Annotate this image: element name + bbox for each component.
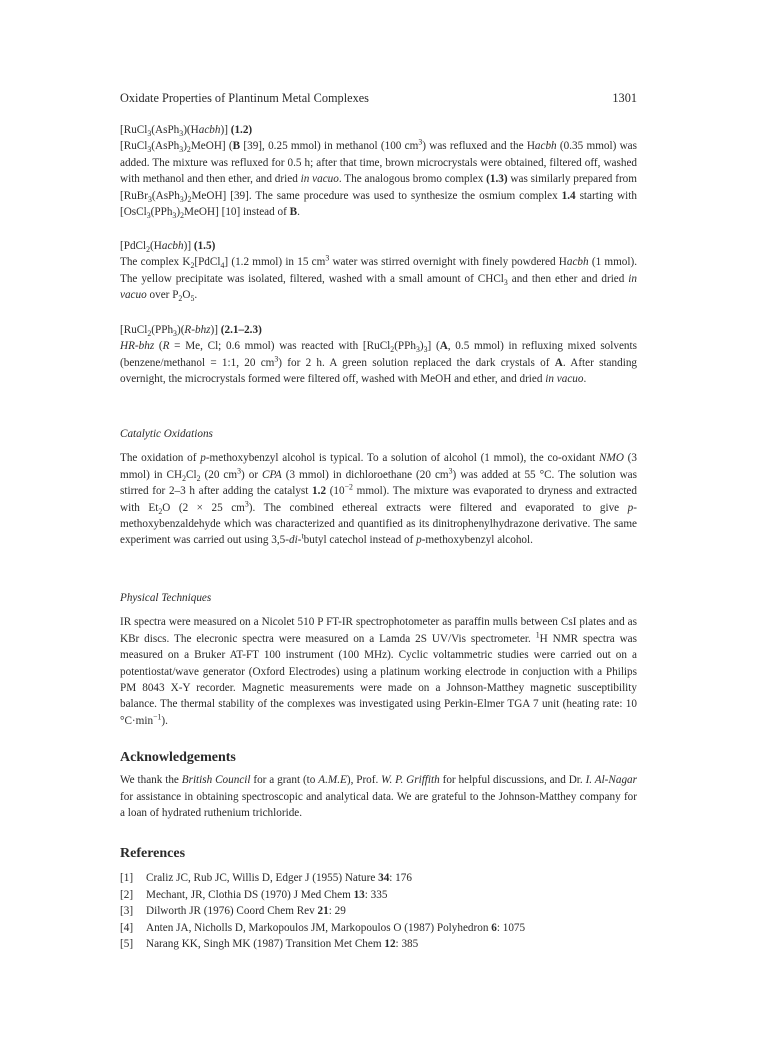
section-complex-2-1	[120, 322, 637, 388]
reference-text: Mechant, JR, Clothia DS (1970) J Med Chem 13: 335	[146, 888, 388, 901]
page-number: 1301	[612, 91, 637, 105]
paragraph: $[RuCl_3(AsPh_3)_2MeOH]$ (B [39], 0.25 mmol) in methanol (100 $cm^3$) was refluxed and the Hacbh (0.35 mmol) was added. The mixture was refluxed for 0.5 h; after that time, brown microcrystals were obtained, filtered off, washed with methanol and then ether, and dried in vacuo. The analogous bromo complex (1.3) was similarly prepared from $[RuBr_3(AsPh_3)_2MeOH]$ [39]. The same procedure was used to synthesize the osmium complex 1.4 starting with $[OsCl_3(PPh_3)_2MeOH]$ [10] instead of B.	[120, 137, 637, 221]
reference-text: Anten JA, Nicholls D, Markopoulos JM, Markopoulos O (1987) Polyhedron 6: 1075	[146, 921, 526, 934]
section-heading: Physical Techniques	[120, 592, 212, 604]
reference-text: Narang KK, Singh MK (1987) Transition Met Chem 12: 385	[146, 938, 419, 951]
reference-item	[120, 887, 637, 903]
section-complex-1-5	[120, 238, 637, 304]
reference-item	[120, 936, 637, 952]
paragraph: IR spectra were measured on a Nicolet 510 P FT-IR spectrophotometer as paraffin mulls between CsI plates and as KBr discs. The elecronic spectra were measured on a Lamda 2S UV/Vis spectrometer. $^1$H NMR spectra was measured on a Bruker AT-FT 100 instrument (100 MHz). Cyclic voltammetric studies were carried out on a potentiostat/wave generator (Oxford Electrodes) using a platinum working electrode in conjuction with a Philips PM 8043 X-Y recorder. Magnetic measurements were made on a Johnson-Matthey magnetic susceptibility balance. The thermal stability of the complexes was investigated using Perkin-Elmer TGA 7 unit (heating rate: 10 $^\circ C\cdot\min^{-1}$).	[120, 616, 637, 727]
paragraph: We thank the British Council for a grant (to A.M.E), Prof. W. P. Griffith for helpful discussions, and Dr. I. Al-Nagar for assistance in obtaining spectroscopic and analytical data. We are grateful to the Johnson-Matthey company for a loan of hydrated ruthenium trichloride.	[120, 774, 638, 820]
section-heading: Acknowledgements	[120, 750, 236, 765]
section-physical-techniques	[120, 590, 637, 729]
reference-number: [3]	[120, 905, 134, 918]
section-catalytic-oxidations	[120, 426, 637, 549]
running-head	[120, 90, 637, 108]
reference-number: [5]	[120, 938, 134, 951]
subsection-heading: [RuCl$_3$(AsPh$_3$)(Hacbh)] (1.2)	[120, 124, 253, 139]
paragraph: HR-bhz (R = Me, Cl; 0.6 mmol) was reacted with $[RuCl_2(PPh_3)_3]$ (A, 0.5 mmol) in refluxing mixed solvents (benzene/methanol = 1:1, 20 $cm^3$) for 2 h. A green solution replaced the dark crystals of A. After standing overnight, the microcrystals formed were filtered off, washed with MeOH and ether, and dried in vacuo.	[120, 340, 638, 386]
section-heading: Catalytic Oxidations	[120, 428, 213, 440]
reference-number: [4]	[120, 921, 134, 934]
reference-number: [1]	[120, 872, 134, 885]
reference-item	[120, 870, 637, 886]
subsection-heading: [RuCl$_2$(PPh$_3$)(R-bhz)] (2.1–2.3)	[120, 324, 262, 339]
reference-item	[120, 920, 637, 936]
section-heading: References	[120, 846, 186, 861]
section-references	[120, 846, 637, 952]
reference-text: Craliz JC, Rub JC, Willis D, Edger J (1955) Nature 34: 176	[146, 872, 412, 885]
section-complex-1-2	[120, 122, 637, 220]
reference-item	[120, 903, 637, 919]
reference-text: Dilworth JR (1976) Coord Chem Rev 21: 29	[146, 905, 346, 918]
paragraph: The oxidation of p-methoxybenzyl alcohol is typical. To a solution of alcohol (1 mmol), the co-oxidant NMO (3 mmol) in $CH_2Cl_2$ (20 $cm^3$) or CPA (3 mmol) in dichloroethane (20 $cm^3$) was added at 55 °C. The solution was stirred for 2–3 h after adding the catalyst 1.2 ($10^{-2}$ mmol). The mixture was evaporated to dryness and extracted with $Et_2O$ (2 × 25 $cm^3$). The combined ethereal extracts were filtered and evaporated to give p-methoxybenzaldehyde which was characterized and quantified as its dinitrophenylhydrazone derivative. The same experiment was carried out using 3,5-di-$^t$butyl catechol instead of p-methoxybenzyl alcohol.	[120, 452, 637, 547]
reference-list	[120, 870, 637, 952]
section-acknowledgements	[120, 750, 637, 822]
running-title: Oxidate Properties of Plantinum Metal Complexes	[120, 91, 369, 105]
paragraph: The complex $K_2[PdCl_4]$ (1.2 mmol) in 15 $cm^3$ water was stirred overnight with finely powdered Hacbh (1 mmol). The yellow precipitate was isolated, filtered, washed with a small amount of CHCl$_3$ and then ether and dried in vacuo over $P_2O_5$.	[120, 253, 638, 304]
subsection-heading: [PdCl$_2$(Hacbh)] (1.5)	[120, 240, 216, 255]
reference-number: [2]	[120, 888, 134, 901]
